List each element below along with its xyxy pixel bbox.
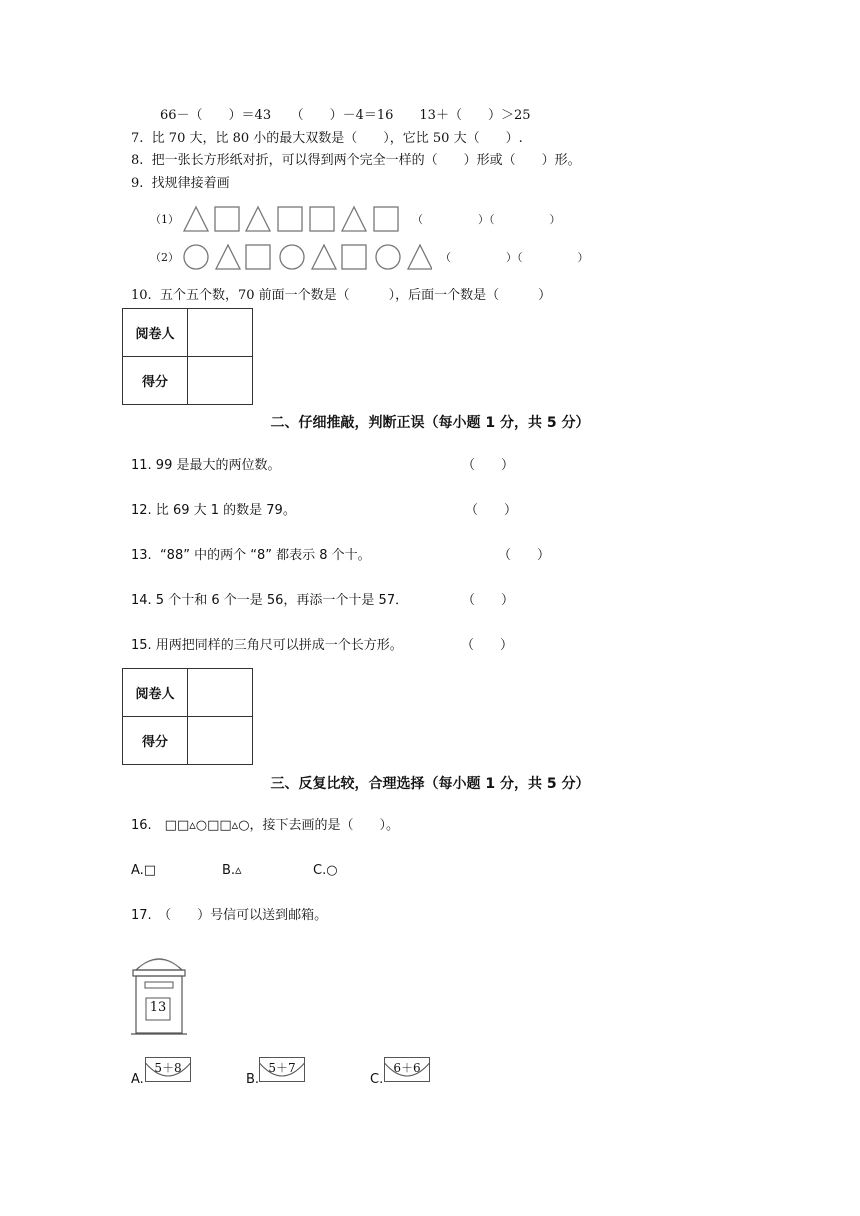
score-cell[interactable]	[188, 357, 253, 405]
q17-option-a-label[interactable]: A.	[131, 1072, 144, 1087]
square-icon	[310, 207, 334, 231]
question-15-answer[interactable]: （ ）	[461, 638, 514, 653]
q17-option-c-envelope[interactable]	[384, 1057, 430, 1083]
section-2-title: 二、仔细推敲，判断正误（每小题 1 分，共 5 分）	[270, 415, 590, 431]
reviewer-label: 阅卷人	[123, 669, 188, 717]
score-cell[interactable]	[188, 717, 253, 765]
score-label: 得分	[123, 357, 188, 405]
question-11: 11. 99 是最大的两位数。	[131, 458, 281, 473]
q17-option-a-envelope[interactable]	[145, 1057, 191, 1083]
shape-sequence-2	[182, 242, 432, 272]
square-icon	[374, 207, 398, 231]
sequence-2-blanks[interactable]: （ ）（ ）	[440, 251, 589, 264]
square-icon	[278, 207, 302, 231]
question-15: 15. 用两把同样的三角尺可以拼成一个长方形。	[131, 638, 403, 653]
question-13-answer[interactable]: （ ）	[498, 548, 551, 563]
triangle-icon	[246, 207, 270, 231]
sequence-2-label: （2）	[150, 251, 179, 264]
question-11-answer[interactable]: （ ）	[462, 458, 515, 473]
square-icon	[342, 245, 366, 269]
square-icon	[246, 245, 270, 269]
q16-option-b[interactable]: B.▵	[222, 863, 242, 878]
circle-icon	[280, 245, 304, 269]
q17-option-c-label[interactable]: C.	[370, 1072, 384, 1087]
triangle-icon	[184, 207, 208, 231]
score-box-1	[122, 308, 253, 405]
sequence-1-blanks[interactable]: （ ）（ ）	[412, 213, 561, 226]
question-14: 14. 5 个十和 6 个一是 56，再添一个十是 57．	[131, 593, 409, 608]
q17-option-b-expression: 5＋7	[268, 1061, 296, 1075]
equation-line: 66－（ ）＝43 （ ）－4＝16 13＋（ ）＞25	[160, 108, 531, 123]
square-icon	[215, 207, 239, 231]
q17-option-a-expression: 5＋8	[154, 1061, 182, 1075]
triangle-icon	[408, 245, 432, 269]
circle-icon	[184, 245, 208, 269]
sequence-row-1	[150, 204, 561, 234]
question-14-answer[interactable]: （ ）	[462, 593, 515, 608]
triangle-icon	[342, 207, 366, 231]
q16-option-a[interactable]: A.□	[131, 863, 157, 878]
question-8: 8. 把一张长方形纸对折，可以得到两个完全一样的（ ）形或（ ）形。	[131, 153, 581, 168]
sequence-row-2	[150, 242, 589, 272]
question-12-answer[interactable]: （ ）	[465, 503, 518, 518]
mailbox-icon	[130, 950, 188, 1036]
q17-option-b-label[interactable]: B.	[246, 1072, 260, 1087]
score-box-2	[122, 668, 253, 765]
circle-icon	[376, 245, 400, 269]
reviewer-cell[interactable]	[188, 309, 253, 357]
reviewer-cell[interactable]	[188, 669, 253, 717]
question-13: 13. “88” 中的两个 “8” 都表示 8 个十。	[131, 548, 371, 563]
sequence-1-label: （1）	[150, 213, 179, 226]
q17-option-b-envelope[interactable]	[259, 1057, 305, 1083]
mailbox-image	[130, 950, 188, 1036]
mailbox-number: 13	[149, 1000, 167, 1015]
question-17: 17. （ ）号信可以送到邮箱。	[131, 908, 328, 923]
question-16: 16. □□▵○□□▵○，接下去画的是（ ）。	[131, 818, 400, 833]
triangle-icon	[216, 245, 240, 269]
question-10: 10. 五个五个数，70 前面一个数是（ ），后面一个数是（ ）	[131, 288, 552, 303]
reviewer-label: 阅卷人	[123, 309, 188, 357]
q16-option-c[interactable]: C.○	[313, 863, 338, 878]
question-9: 9. 找规律接着画	[131, 176, 230, 191]
question-7: 7. 比 70 大，比 80 小的最大双数是（ ），它比 50 大（ ）.	[131, 131, 523, 146]
score-label: 得分	[123, 717, 188, 765]
section-3-title: 三、反复比较，合理选择（每小题 1 分，共 5 分）	[270, 776, 590, 792]
question-12: 12. 比 69 大 1 的数是 79。	[131, 503, 296, 518]
triangle-icon	[312, 245, 336, 269]
q17-option-c-expression: 6＋6	[393, 1061, 421, 1075]
shape-sequence-1	[182, 204, 404, 234]
